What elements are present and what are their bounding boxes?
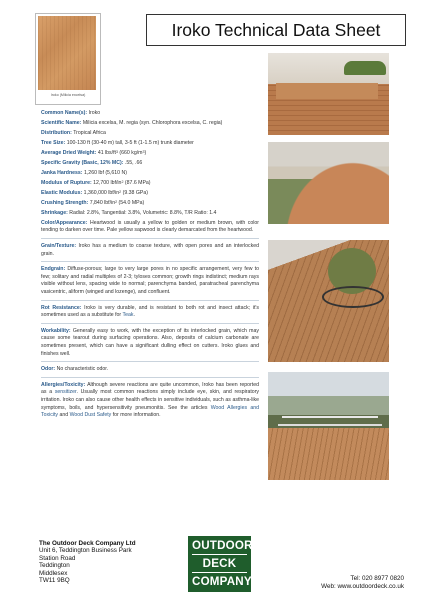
spec-modulus-rupture: Modulus of Rupture: 12,700 lbf/$in^2$ (87.6 MPa) [41,179,151,186]
wood-allergies-link[interactable]: Wood Allergies and Toxicity [41,404,259,419]
spec-crushing-strength: Crushing Strength: 7,840 lbf/$in^2$ (54.0 MPa) [41,199,145,206]
logo-divider [192,572,247,573]
planter-shape [344,61,386,75]
address-line: Teddington [39,562,70,570]
specs-column [41,110,259,422]
page-title: Iroko Technical Data Sheet [146,14,406,46]
spec-dried-weight: Average Dried Weight: 41 lbs/$ft^3$ (660 $kg/m^3$) [41,149,147,156]
website-link[interactable]: Web: www.outdoordeck.co.uk [321,583,404,590]
company-logo [188,536,251,592]
logo-word: OUTDOOR [192,539,253,552]
spec-specific-gravity: Specific Gravity (Basic, 12% MC): .55, .66 [41,159,143,166]
bench-shape [276,83,378,99]
section-grain: Grain/Texture: Iroko has a medium to coarse texture, with open pores and an interlocked grain. [41,243,259,257]
contact-info [292,575,404,591]
telephone: Tel: 020 8977 0820 [350,575,404,582]
divider [41,238,259,239]
logo-word: COMPANY [192,575,252,588]
section-allergies: Allergies/Toxicity: Although severe reactions are quite uncommon, Iroko has been reported as a sensitizer. Usually most common reactions simply include eye, skin, and respiratory irritation. Iroko can also cause other health effects in sensitive individuals, such as asthma-like symptoms, boils, and hypersensitivity pneumonitis. See the articles Wood Allergies and Toxicity and Wood Dust Safety for more information. [41,381,260,419]
divider [41,361,259,362]
address-line: Station Road [39,554,76,562]
address-line: Unit 6, Teddington Business Park [39,547,132,555]
spec-janka-hardness: Janka Hardness: 1,260 lbf (5,610 N) [41,169,127,176]
spec-shrinkage: Shrinkage: Radial: 2.8%, Tangential: 3.8%, Volumetric: 8.8%, T/R Ratio: 1.4 [41,209,217,216]
logo-word: DECK [202,557,237,570]
wood-sample-caption: Iroko (Milicia excelsa) [50,93,86,97]
divider [41,300,259,301]
sensitizer-link[interactable]: sensitizer [54,389,77,396]
tree-ring-shape [322,286,384,308]
spec-elastic-modulus: Elastic Modulus: 1,360,000 lbf/$in^2$ (9.38 GPa) [41,189,148,196]
divider [41,261,259,262]
railing-shape [282,416,378,418]
photo-bench-planter [268,53,389,135]
logo-divider [192,554,247,555]
address-line: Middlesex [39,569,68,577]
section-rot-resistance: Rot Resistance: Iroko is very durable, and is resistant to both rot and insect attack; it's sometimes used as a substitute for Teak. [41,304,259,319]
photo-deck-tree [268,240,389,362]
spec-distribution: Distribution: Tropical Africa [41,129,106,136]
spec-tree-size: Tree Size: 100-130 ft (30-40 m) tall, 3-5 ft (1-1.5 m) trunk diameter [41,139,194,146]
address-line: TW11 9BQ [39,577,70,585]
section-color: Color/Appearance: Heartwood is usually a yellow to golden or medium brown, with color tending to darken over time. Pale yellow sapwood is clearly demarcated from the heartwood. [41,219,259,234]
spec-scientific-name: Scientific Name: Milicia excelsa, M. regia (syn. Chlorophora excelsa, C. regia) [41,119,223,126]
section-endgrain: Endgrain: Diffuse-porous; large to very large pores in no specific arrangement, very few to few; solitary and radial multiples of 2-3; tyloses common; growth rings indistinct; medium rays visible without lens, spacing wide to normal; parenchyma banded, paratracheal parenchyma vasicentric, aliform (winged and lozenge), and confluent. [41,266,259,295]
company-address [39,540,179,584]
spec-common-name: Common Name(s): Iroko [41,110,101,116]
divider [41,377,259,378]
company-name: The Outdoor Deck Company Ltd [39,540,136,547]
section-workability: Workability: Generally easy to work, with the exception of its interlocked grain, which may cause some tearout during surfacing operations. Also, deposits of calcium carbonate are sometimes present, which can have a significant dulling effect on cutters. Iroko glues and finishes well. [41,327,259,357]
photo-curved-deck [268,142,389,224]
wood-sample-image [38,16,96,90]
railing-shape [278,424,382,426]
photo-boardwalk [268,372,389,480]
divider [41,323,259,324]
section-odor: Odor: No characteristic odor. [41,366,109,373]
wood-dust-safety-link[interactable]: Wood Dust Safety [69,412,112,419]
teak-link[interactable]: Teak [122,312,134,319]
